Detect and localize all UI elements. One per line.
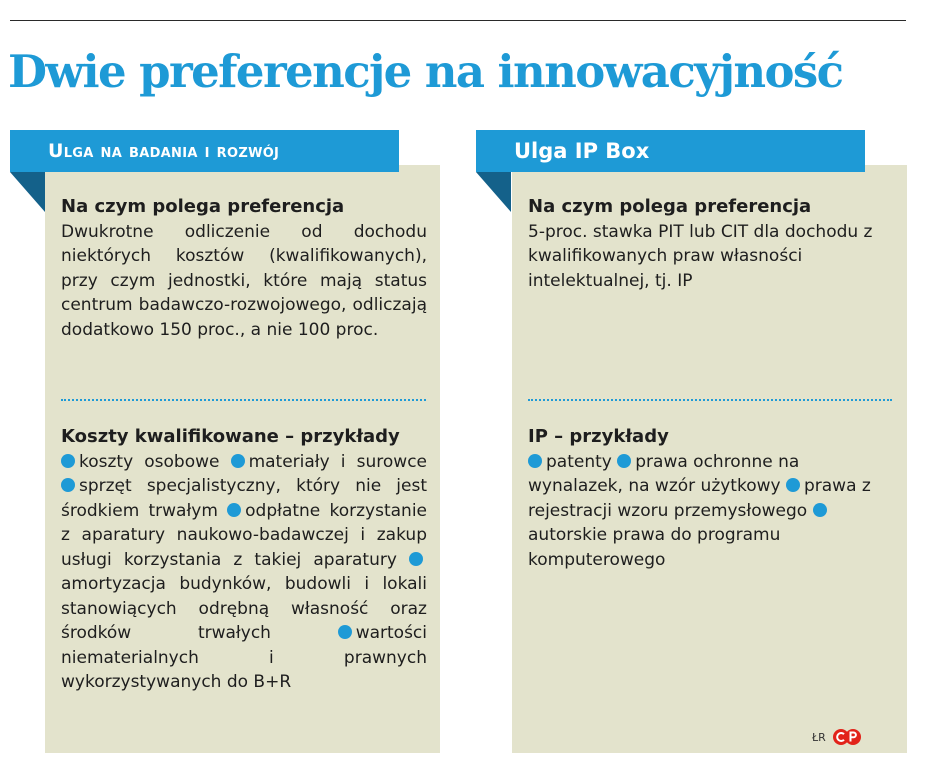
left-tab-header	[10, 130, 399, 172]
right-definition-heading: Na czym polega preferencja	[528, 196, 812, 217]
list-item: sprzęt specjalistyczny, który nie jest środkiem trwałym	[61, 476, 427, 521]
left-dotted-divider	[61, 399, 426, 401]
left-tab-label: Ulga na badania i rozwój	[48, 140, 280, 162]
left-tab-fold	[10, 172, 45, 212]
right-tab-label: Ulga IP Box	[514, 139, 650, 163]
right-dotted-divider	[528, 399, 892, 401]
list-item: autorskie prawa do programu komputerowego	[528, 525, 781, 570]
list-item: materiały i surowce	[248, 451, 427, 472]
right-tab-fold	[476, 172, 511, 212]
left-definition	[61, 195, 427, 342]
publisher-logo-icon	[832, 728, 862, 746]
list-item: odpłatne korzystanie z aparatury naukowo-badawczej i zakup usługi korzystania z takiej aparatury	[61, 500, 428, 570]
left-definition-heading: Na czym polega preferencja	[61, 196, 345, 217]
bullet-icon	[231, 454, 245, 468]
credit	[812, 728, 862, 746]
left-examples	[61, 425, 427, 695]
list-item: prawa ochronne na wynalazek, na wzór użytkowy	[528, 451, 800, 496]
list-item: prawa z rejestracji wzoru przemysłowego	[528, 476, 871, 521]
right-tab-header	[476, 130, 865, 172]
list-item: wartości niematerialnych i prawnych wykorzystywanych do B+R	[61, 623, 427, 692]
list-item: patenty	[546, 451, 612, 472]
bullet-icon	[528, 454, 542, 468]
list-item: amortyzacja budynków, budowli i lokali stanowiących odrębną własność oraz środków trwałych	[61, 574, 427, 643]
left-definition-text: Dwukrotne odliczenie od dochodu niektórych kosztów (kwalifikowanych), przy czym jednostki, które mają status centrum badawczo-rozwojowego, odliczają dodatkowo 150 proc., a nie 100 proc.	[61, 221, 427, 340]
bullet-icon	[61, 478, 75, 492]
list-item: koszty osobowe	[79, 451, 220, 472]
right-definition	[528, 195, 892, 293]
bullet-icon	[813, 503, 827, 517]
bullet-icon	[338, 625, 352, 639]
right-examples-heading: IP – przykłady	[528, 426, 669, 447]
bullet-icon	[786, 478, 800, 492]
top-rule	[10, 20, 906, 21]
left-examples-heading: Koszty kwalifikowane – przykłady	[61, 426, 400, 447]
right-examples-list	[528, 450, 892, 573]
bullet-icon	[61, 454, 75, 468]
author-initials: ŁR	[812, 730, 826, 744]
page-title: Dwie preferencje na innowacyjność	[8, 45, 843, 98]
bullet-icon	[617, 454, 631, 468]
right-definition-text: 5-proc. stawka PIT lub CIT dla dochodu z kwalifikowanych praw własności intelektualnej, tj. IP	[528, 221, 873, 291]
bullet-icon	[409, 552, 423, 566]
bullet-icon	[227, 503, 241, 517]
right-examples	[528, 425, 892, 572]
left-examples-list	[61, 450, 427, 695]
